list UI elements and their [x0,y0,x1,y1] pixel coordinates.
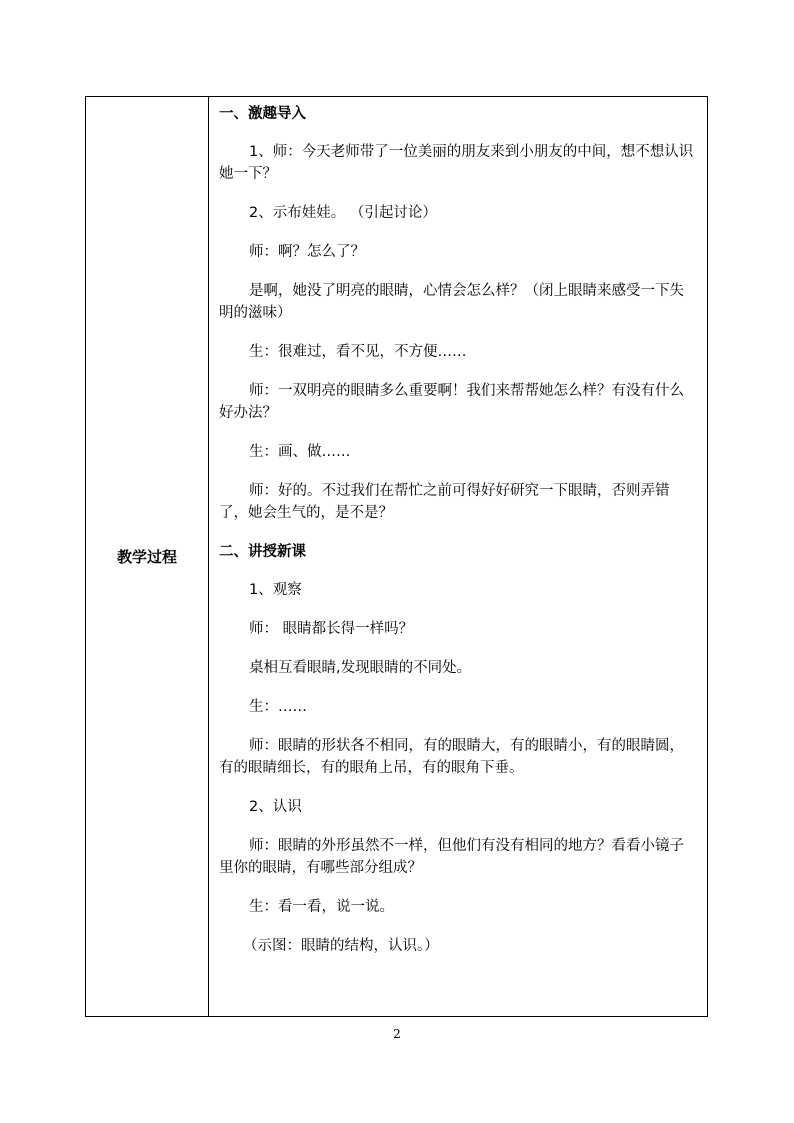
row-label: 教学过程 [116,548,177,566]
section-heading: 一、激趣导入 [219,106,306,122]
paragraph: 生：…… [249,699,307,715]
lesson-plan-table [85,96,708,1017]
paragraph: 师：眼睛的形状各不相同，有的眼睛大，有的眼睛小，有的眼睛圆，有的眼睛细长，有的眼角上吊，有的眼角下垂。 [219,738,684,776]
paragraph: 1、师：今天老师带了一位美丽的朋友来到小朋友的中间，想不想认识她一下？ [219,144,694,182]
paragraph: 是啊，她没了明亮的眼睛，心情会怎么样？（闭上眼睛来感受一下失明的滋味） [219,283,684,321]
lesson-content [209,97,707,957]
paragraph: 1、观察 [249,582,302,598]
page-number: 2 [393,1027,401,1041]
section-heading: 二、讲授新课 [219,544,306,560]
paragraph: 师：好的。不过我们在帮忙之前可得好好研究一下眼睛，否则弄错了，她会生气的，是不是？ [219,483,670,521]
paragraph: 生：画、做…… [249,444,351,460]
paragraph: 桌相互看眼睛,发现眼睛的不同处。 [249,660,472,676]
paragraph: （示图：眼睛的结构，认识。） [243,938,439,954]
paragraph: 生：看一看，说一说。 [249,899,394,915]
paragraph: 师：一双明亮的眼睛多么重要啊！我们来帮帮她怎么样？有没有什么好办法？ [219,383,684,421]
row-label-cell [86,97,209,1017]
paragraph: 师： 眼睛都长得一样吗？ [249,621,414,637]
paragraph: 2、示布娃娃。 （引起讨论） [249,205,437,221]
table-row [86,97,708,1017]
paragraph: 师：啊？怎么了？ [249,244,365,260]
paragraph: 2、认识 [249,799,302,815]
paragraph: 生：很难过，看不见，不方便…… [249,344,467,360]
paragraph: 师：眼睛的外形虽然不一样，但他们有没有相同的地方？看看小镜子里你的眼睛，有哪些部分组成？ [219,838,684,876]
content-cell [209,97,708,1017]
